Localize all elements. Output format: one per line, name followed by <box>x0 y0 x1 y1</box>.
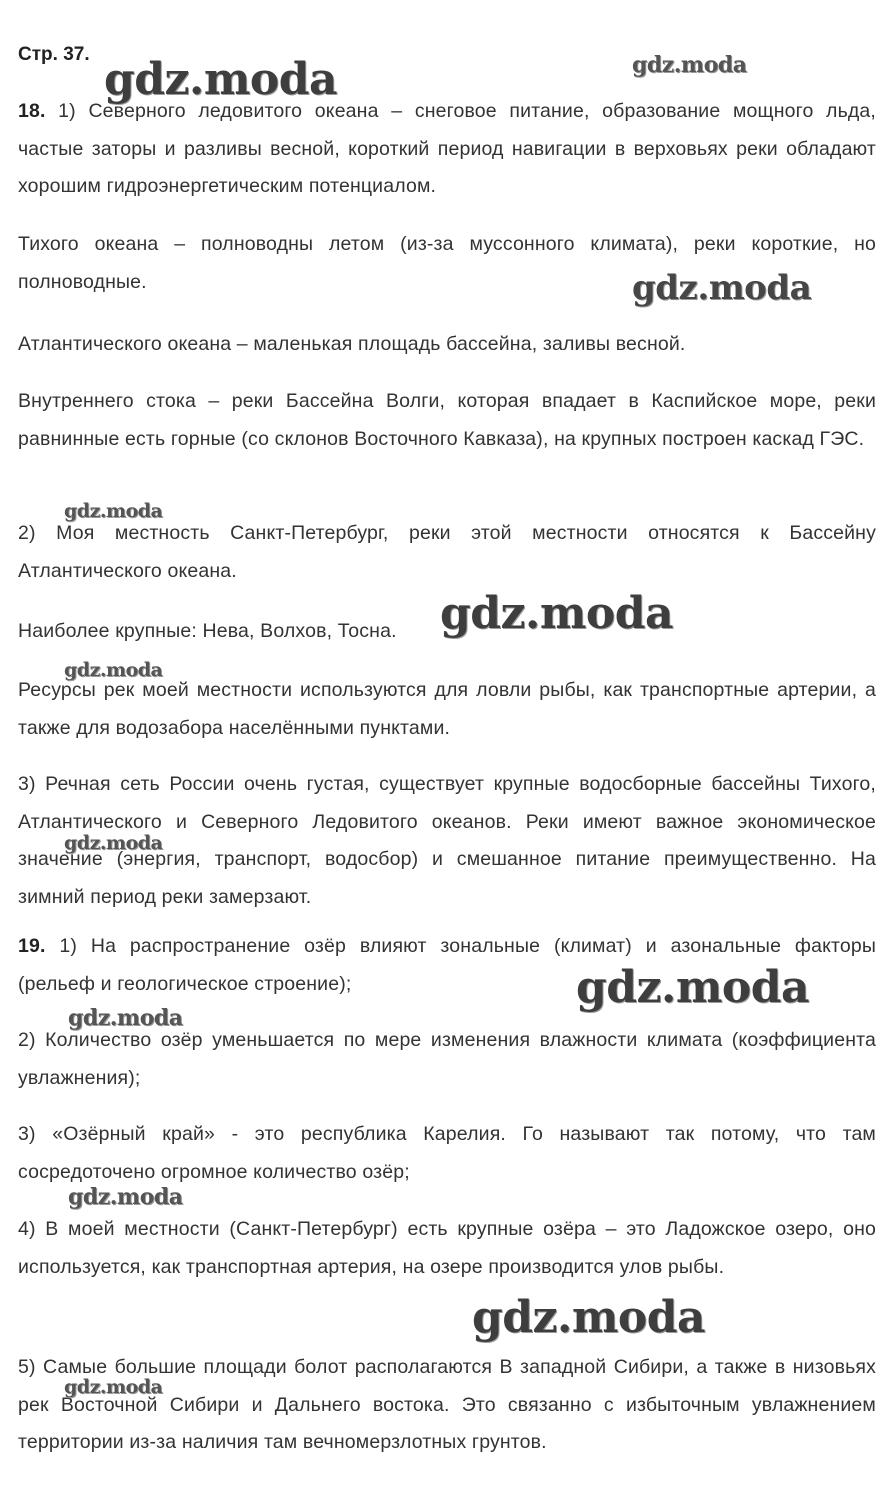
watermark: gdz.moda <box>440 588 674 639</box>
paragraph-18-1 <box>18 93 876 206</box>
watermark: gdz.moda <box>68 1005 183 1031</box>
paragraph-river-resources <box>18 672 876 747</box>
watermark: gdz.moda <box>576 962 810 1013</box>
paragraph-text: 2) Моя местность Санкт-Петербург, реки этой местности относятся к Бассейну Атлантического океана. <box>18 522 876 582</box>
watermark: gdz.moda <box>64 1376 163 1398</box>
paragraph-text: 5) Самые большие площади болот располагаются В западной Сибири, а также в низовьях рек Восточной Сибири и Дальнего востока. Это связанно с избыточным увлажнением территории из-за наличия там вечномерзлотных грунтов. <box>18 1356 876 1453</box>
paragraph-text: Атлантического океана – маленькая площадь бассейна, заливы весной. <box>18 333 686 355</box>
paragraph-19-2 <box>18 1022 876 1097</box>
paragraph-text: 3) «Озёрный край» - это республика Карелия. Го называют так потому, что там сосредоточено огромное количество озёр; <box>18 1123 876 1183</box>
paragraph-internal-runoff <box>18 383 876 458</box>
paragraph-19-5 <box>18 1349 876 1462</box>
watermark: gdz.moda <box>632 52 747 78</box>
task-number: 18. <box>18 100 46 122</box>
watermark: gdz.moda <box>632 268 812 308</box>
paragraph-text: 3) Речная сеть России очень густая, существует крупные водосборные бассейны Тихого, Атлантического и Северного Ледовитого океанов. Реки имеют важное экономическое значение (энергия, транспорт, водосбор) и смешанное питание преимущественно. На зимний период реки замерзают. <box>18 773 876 908</box>
paragraph-text: Тихого океана – полноводны летом (из-за муссонного климата), реки короткие, но полноводные. <box>18 233 876 293</box>
watermark: gdz.moda <box>68 1184 183 1210</box>
paragraph-text: 1) На распространение озёр влияют зональные (климат) и азональные факторы (рельеф и геологическое строение); <box>18 935 876 995</box>
paragraph-atlantic <box>18 326 876 364</box>
paragraph-19-4 <box>18 1211 876 1286</box>
watermark: gdz.moda <box>104 54 338 105</box>
paragraph-text: Ресурсы рек моей местности используются для ловли рыбы, как транспортные артерии, а также для водозабора населёнными пунктами. <box>18 679 876 739</box>
paragraph-text: 4) В моей местности (Санкт-Петербург) есть крупные озёра – это Ладожское озеро, оно используется, как транспортная артерия, на озере производится улов рыбы. <box>18 1218 876 1278</box>
watermark: gdz.moda <box>64 659 163 681</box>
paragraph-text: 1) Северного ледовитого океана – снеговое питание, образование мощного льда, частые заторы и разливы весной, короткий период навигации в верховьях реки обладают хорошим гидроэнергетическим потенциалом. <box>18 100 876 197</box>
paragraph-19-3 <box>18 1116 876 1191</box>
task-number: 19. <box>18 935 46 957</box>
watermark: gdz.moda <box>64 500 163 522</box>
watermark: gdz.moda <box>472 1292 706 1343</box>
paragraph-text: Наиболее крупные: Нева, Волхов, Тосна. <box>18 620 397 642</box>
paragraph-text: 2) Количество озёр уменьшается по мере изменения влажности климата (коэффициента увлажнения); <box>18 1029 876 1089</box>
paragraph-text: Внутреннего стока – реки Бассейна Волги, которая впадает в Каспийское море, реки равнинные есть горные (со склонов Восточного Кавказа), на крупных построен каскад ГЭС. <box>18 390 876 450</box>
watermark: gdz.moda <box>64 832 163 854</box>
paragraph-18-2 <box>18 515 876 590</box>
page-number-label: Стр. 37. <box>18 44 90 65</box>
